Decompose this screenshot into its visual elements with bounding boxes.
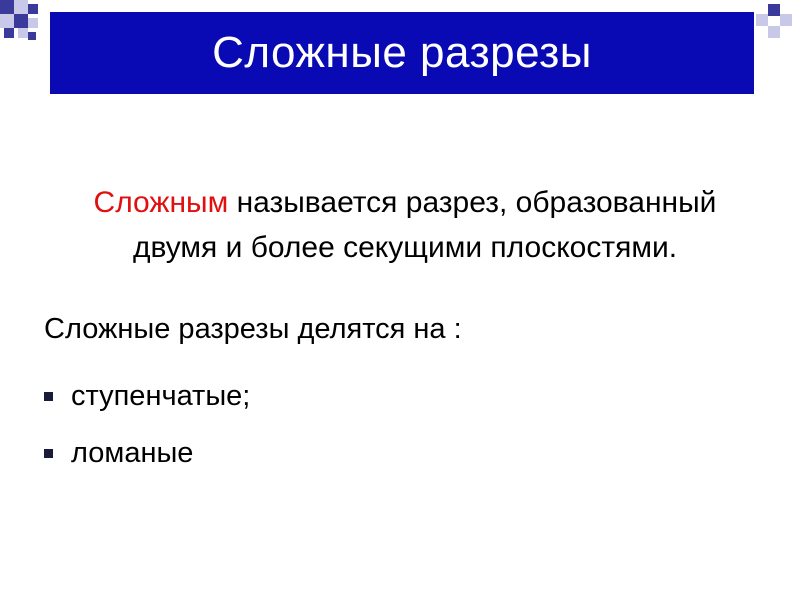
bullet-label: ступенчатые; bbox=[71, 380, 251, 412]
intro-line: Сложные разрезы делятся на : bbox=[44, 313, 462, 345]
definition-text: называется разрез, образованный двумя и более секущими плоскостями. bbox=[132, 186, 717, 264]
bullet-list bbox=[44, 368, 250, 482]
square-bullet-icon bbox=[44, 449, 53, 458]
definition-accent-word: Сложным bbox=[93, 186, 229, 219]
square-bullet-icon bbox=[44, 392, 53, 401]
title-bar bbox=[50, 12, 754, 94]
definition-paragraph bbox=[60, 180, 750, 270]
slide-title: Сложные разрезы bbox=[212, 28, 592, 77]
bullet-label: ломаные bbox=[71, 437, 194, 469]
list-item bbox=[44, 425, 250, 482]
list-item bbox=[44, 368, 250, 425]
